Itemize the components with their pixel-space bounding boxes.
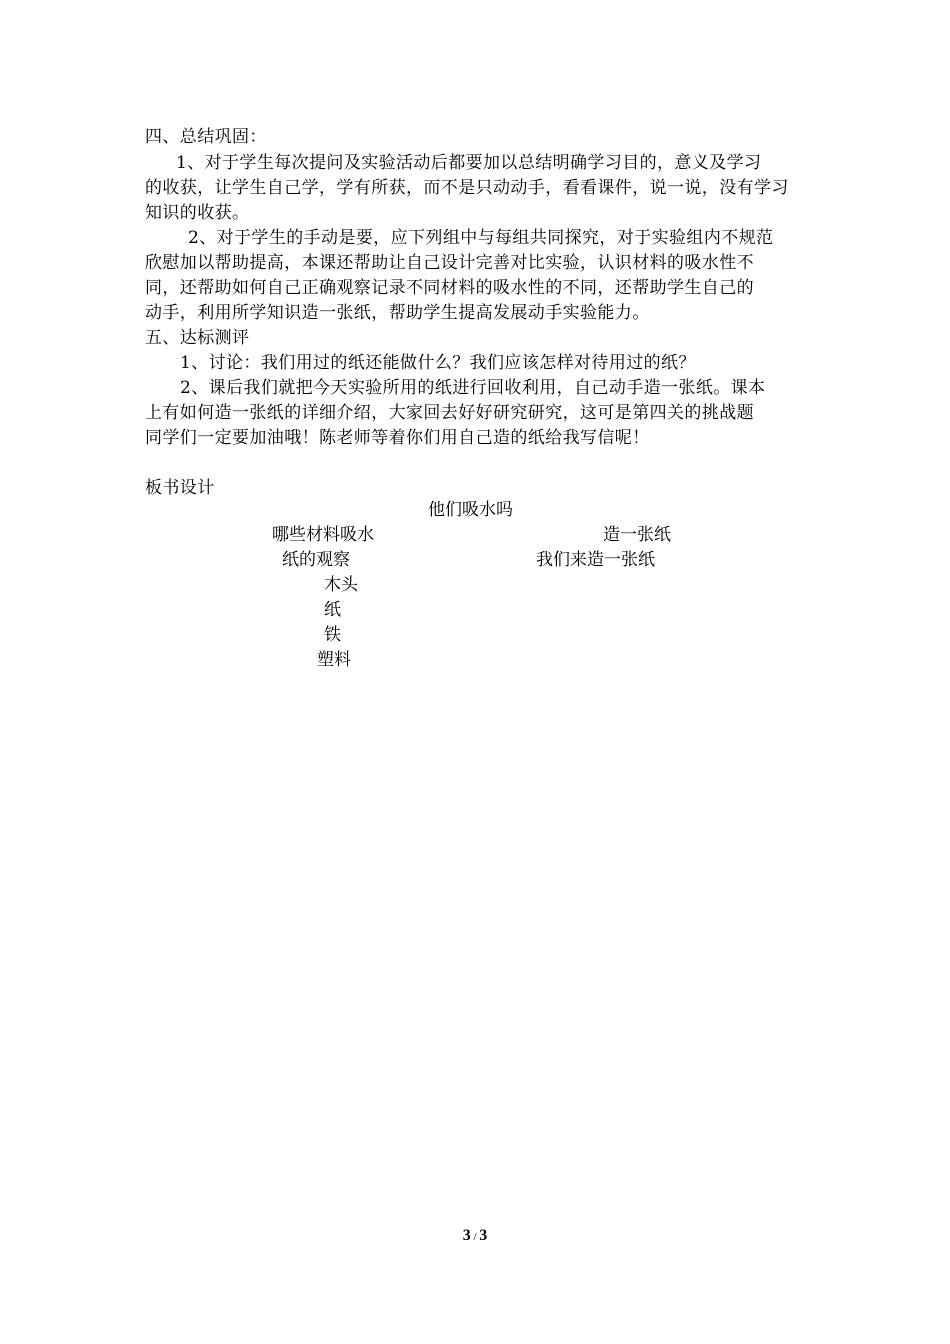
board-left-subheading: 纸的观察	[282, 550, 350, 570]
board-design-heading: 板书设计	[145, 478, 215, 498]
section-four-heading: 四、总结巩固：	[145, 127, 267, 147]
section-four-p1-line3: 知识的收获。	[145, 203, 250, 223]
section-five-item2-line2: 上有如何造一张纸的详细介绍，大家回去好好研究研究，这可是第四关的挑战题	[145, 403, 754, 423]
board-right-subheading: 我们来造一张纸	[536, 550, 655, 570]
section-four-p2-line2: 欣慰加以帮助提高，本课还帮助让自己设计完善对比实验，认识材料的吸水性不	[145, 253, 754, 273]
section-four-p1-line2: 的收获，让学生自己学，学有所获，而不是只动动手，看看课件，说一说，没有学习	[145, 178, 789, 198]
section-four-p2-line3: 同，还帮助如何自己正确观察记录不同材料的吸水性的不同，还帮助学生自己的	[145, 278, 754, 298]
board-material-plastic: 塑料	[317, 650, 351, 670]
section-four-p2-line4: 动手，利用所学知识造一张纸，帮助学生提高发展动手实验能力。	[145, 303, 650, 323]
board-material-paper: 纸	[324, 600, 341, 620]
section-five-item1: 1、讨论：我们用过的纸还能做什么？我们应该怎样对待用过的纸？	[180, 353, 696, 373]
board-right-heading: 造一张纸	[603, 525, 671, 545]
page-number	[0, 1227, 950, 1245]
section-five-heading: 五、达标测评	[145, 328, 250, 348]
section-four-p1-line1: 1、对于学生每次提问及实验活动后都要加以总结明确学习目的，意义及学习	[176, 153, 762, 173]
board-material-iron: 铁	[324, 625, 341, 645]
board-material-wood: 木头	[324, 575, 358, 595]
section-five-item2-line1: 2、课后我们就把今天实验所用的纸进行回收利用，自己动手造一张纸。课本	[180, 378, 766, 398]
page-separator: /	[470, 1231, 480, 1243]
section-five-item2-line3: 同学们一定要加油哦！陈老师等着你们用自己造的纸给我写信呢！	[145, 428, 650, 448]
board-left-heading: 哪些材料吸水	[272, 525, 374, 545]
board-title: 他们吸水吗	[428, 500, 513, 520]
section-four-p2-line1: 2、对于学生的手动是要，应下列组中与每组共同探究，对于实验组内不规范	[188, 228, 774, 248]
total-pages: 3	[479, 1227, 488, 1244]
current-page: 3	[462, 1227, 471, 1244]
